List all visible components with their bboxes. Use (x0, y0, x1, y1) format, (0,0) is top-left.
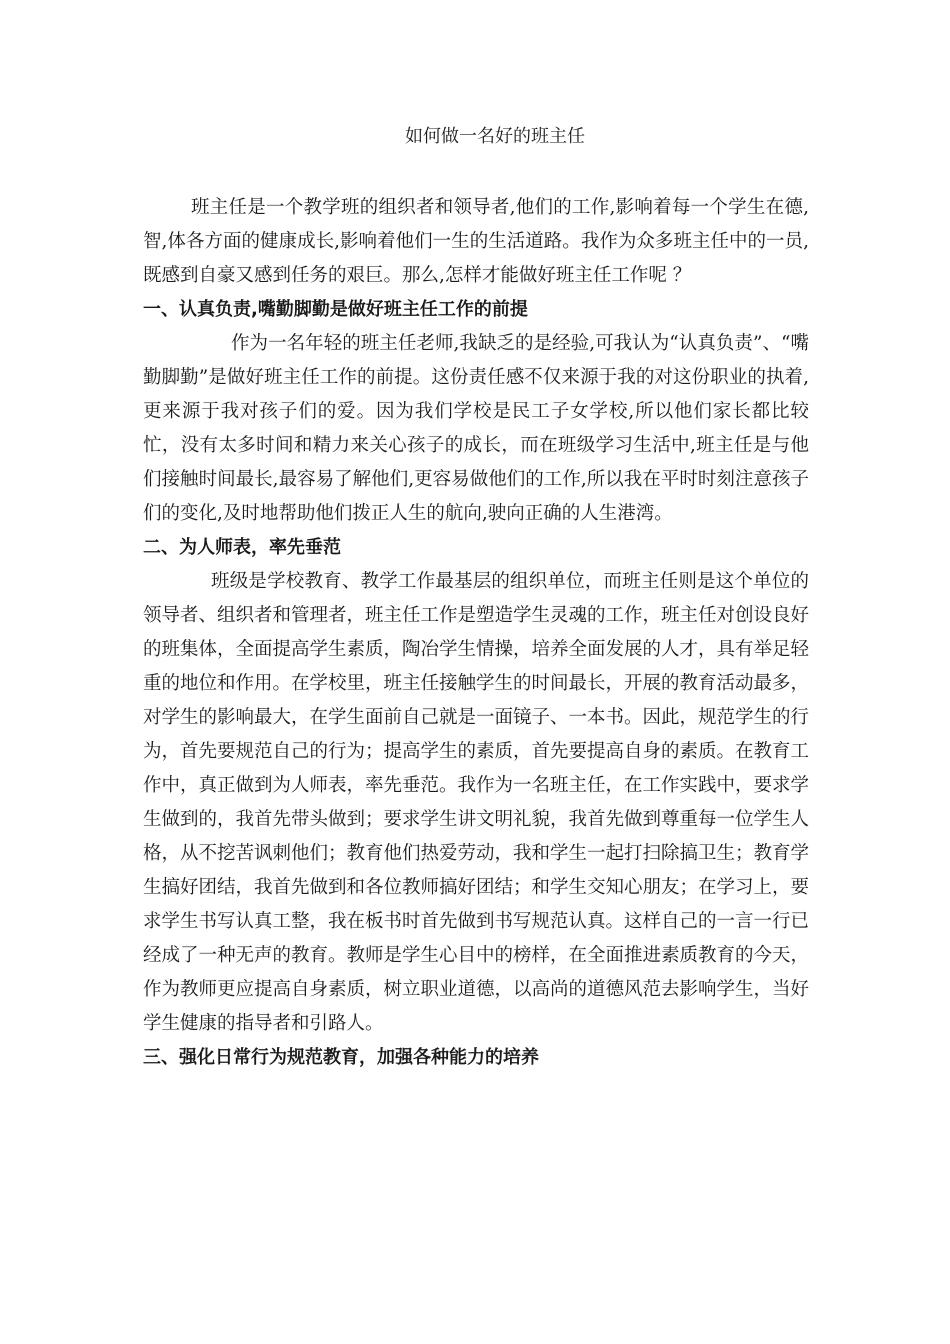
intro-paragraph: 班主任是一个教学班的组织者和领导者,他们的工作,影响着每一个学生在德,智,体各方面的健康成长,影响着他们一生的生活道路。我作为众多班主任中的一员,既感到自豪又感到任务的艰巨。那么,怎样才能做好班主任工作呢 ？ (143, 197, 809, 286)
section-1-heading: 一、认真负责,嘴勤脚勤是做好班主任工作的前提 (143, 299, 528, 320)
page-title: 如何做一名好的班主任 (405, 126, 585, 147)
section-2-heading: 二、为人师表，率先垂范 (143, 537, 341, 558)
section-3-heading: 三、强化日常行为规范教育，加强各种能力的培养 (143, 1047, 539, 1068)
section-1-paragraph: 作为一名年轻的班主任老师,我缺乏的是经验,可我认为“认真负责”、“嘴勤脚勤”是做好班主任工作的前提。这份责任感不仅来源于我的对这份职业的执着,更来源于我对孩子们的爱。因为我们学校是民工子女学校,所以他们家长都比较忙，没有太多时间和精力来关心孩子的成长，而在班级学习生活中,班主任是与他们接触时间最长,最容易了解他们,更容易做他们的工作,所以我在平时时刻注意孩子们的变化,及时地帮助他们拨正人生的航向,驶向正确的人生港湾。 (143, 333, 809, 524)
section-2-paragraph: 班级是学校教育、教学工作最基层的组织单位，而班主任则是这个单位的领导者、组织者和管理者，班主任工作是塑造学生灵魂的工作，班主任对创设良好的班集体，全面提高学生素质，陶冶学生情操，培养全面发展的人才，具有举足轻重的地位和作用。在学校里，班主任接触学生的时间最长，开展的教育活动最多，对学生的影响最大，在学生面前自己就是一面镜子、一本书。因此，规范学生的行为，首先要规范自己的行为；提高学生的素质，首先要提高自身的素质。在教育工作中，真正做到为人师表，率先垂范。我作为一名班主任，在工作实践中，要求学生做到的，我首先带头做到；要求学生讲文明礼貌，我首先做到尊重每一位学生人格，从不挖苦讽刺他们；教育他们热爱劳动，我和学生一起打扫除搞卫生；教育学生搞好团结，我首先做到和各位教师搞好团结；和学生交知心朋友；在学习上，要求学生书写认真工整，我在板书时首先做到书写规范认真。这样自己的一言一行已经成了一种无声的教育。教师是学生心目中的榜样，在全面推进素质教育的今天，作为教师更应提高自身素质，树立职业道德，以高尚的道德风范去影响学生，当好学生健康的指导者和引路人。 (143, 571, 810, 1034)
document-body (143, 191, 809, 1075)
